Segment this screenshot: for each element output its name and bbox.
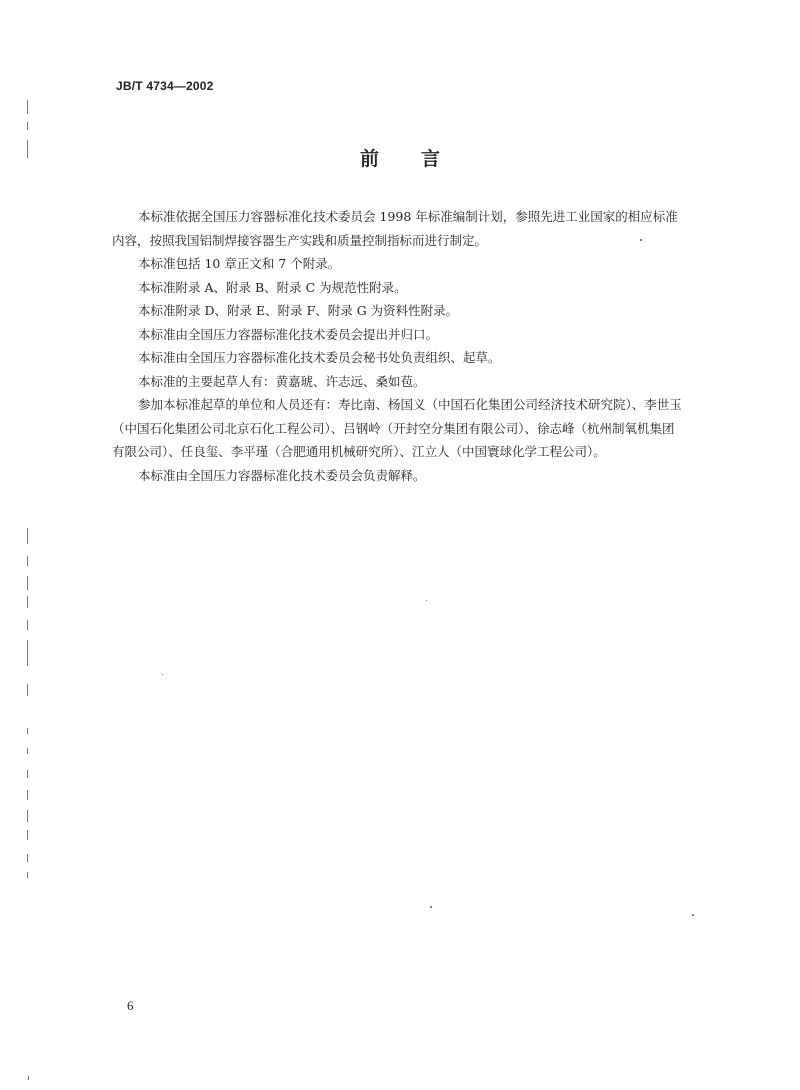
paragraph: 本标准附录 A、附录 B、附录 C 为规范性附录。	[138, 279, 407, 295]
scan-artifact	[27, 854, 28, 862]
scan-speck	[640, 239, 642, 241]
scan-artifact	[27, 728, 28, 734]
paragraph: 本标准的主要起草人有：黄嘉琥、许志远、桑如苞。	[138, 373, 426, 389]
scan-speck	[692, 914, 694, 916]
standard-code: JB/T 4734—2002	[116, 79, 214, 93]
scan-artifact	[27, 770, 28, 778]
foreword-body	[112, 205, 686, 487]
scan-speck	[28, 1076, 29, 1080]
page-title-part-1: 前	[359, 148, 379, 170]
paragraph: 参加本标准起草的单位和人员还有：寿比南、杨国义（中国石化集团公司经济技术研究院）、李世玉（中国石化集团公司北京石化工程公司）、吕钢岭（开封空分集团有限公司）、徐志峰（杭州制氧机集团有限公司）、任良玺、李平瑾（合肥通用机械研究所）、江立人（中国寰球化学工程公司）。	[112, 397, 682, 459]
page-number: 6	[127, 998, 134, 1013]
paragraph: 本标准由全国压力容器标准化技术委员会秘书处负责组织、起草。	[138, 350, 501, 365]
paragraph: 本标准由全国压力容器标准化技术委员会提出并归口。	[138, 326, 439, 342]
scan-artifact	[27, 640, 28, 666]
scan-speck	[430, 906, 432, 908]
scan-speck	[162, 674, 163, 675]
scan-speck	[426, 600, 427, 601]
paragraph: 本标准附录 D、附录 E、附录 F、附录 G 为资料性附录。	[138, 303, 459, 318]
scan-artifact	[27, 596, 28, 608]
scan-artifact	[27, 684, 28, 696]
scan-artifact	[27, 556, 28, 566]
scan-artifact	[27, 140, 28, 158]
scan-artifact	[27, 620, 28, 630]
scan-artifact	[27, 830, 28, 840]
scan-artifact	[27, 576, 28, 590]
scan-artifact	[27, 528, 28, 544]
scan-artifact	[27, 100, 28, 114]
scan-artifact	[27, 790, 28, 800]
paragraph: 本标准包括 10 章正文和 7 个附录。	[138, 256, 341, 271]
page-title-part-2: 言	[421, 148, 441, 170]
scan-artifact	[27, 748, 28, 754]
page-title	[0, 144, 800, 171]
paragraph: 本标准由全国压力容器标准化技术委员会负责解释。	[138, 467, 426, 483]
scan-artifact	[27, 122, 28, 130]
paragraph: 本标准依据全国压力容器标准化技术委员会 1998 年标准编制计划，参照先进工业国家的相应标准内容，按照我国铝制焊接容器生产实践和质量控制指标而进行制定。	[112, 209, 678, 248]
scan-artifact	[27, 810, 28, 822]
scan-artifact	[27, 872, 28, 878]
